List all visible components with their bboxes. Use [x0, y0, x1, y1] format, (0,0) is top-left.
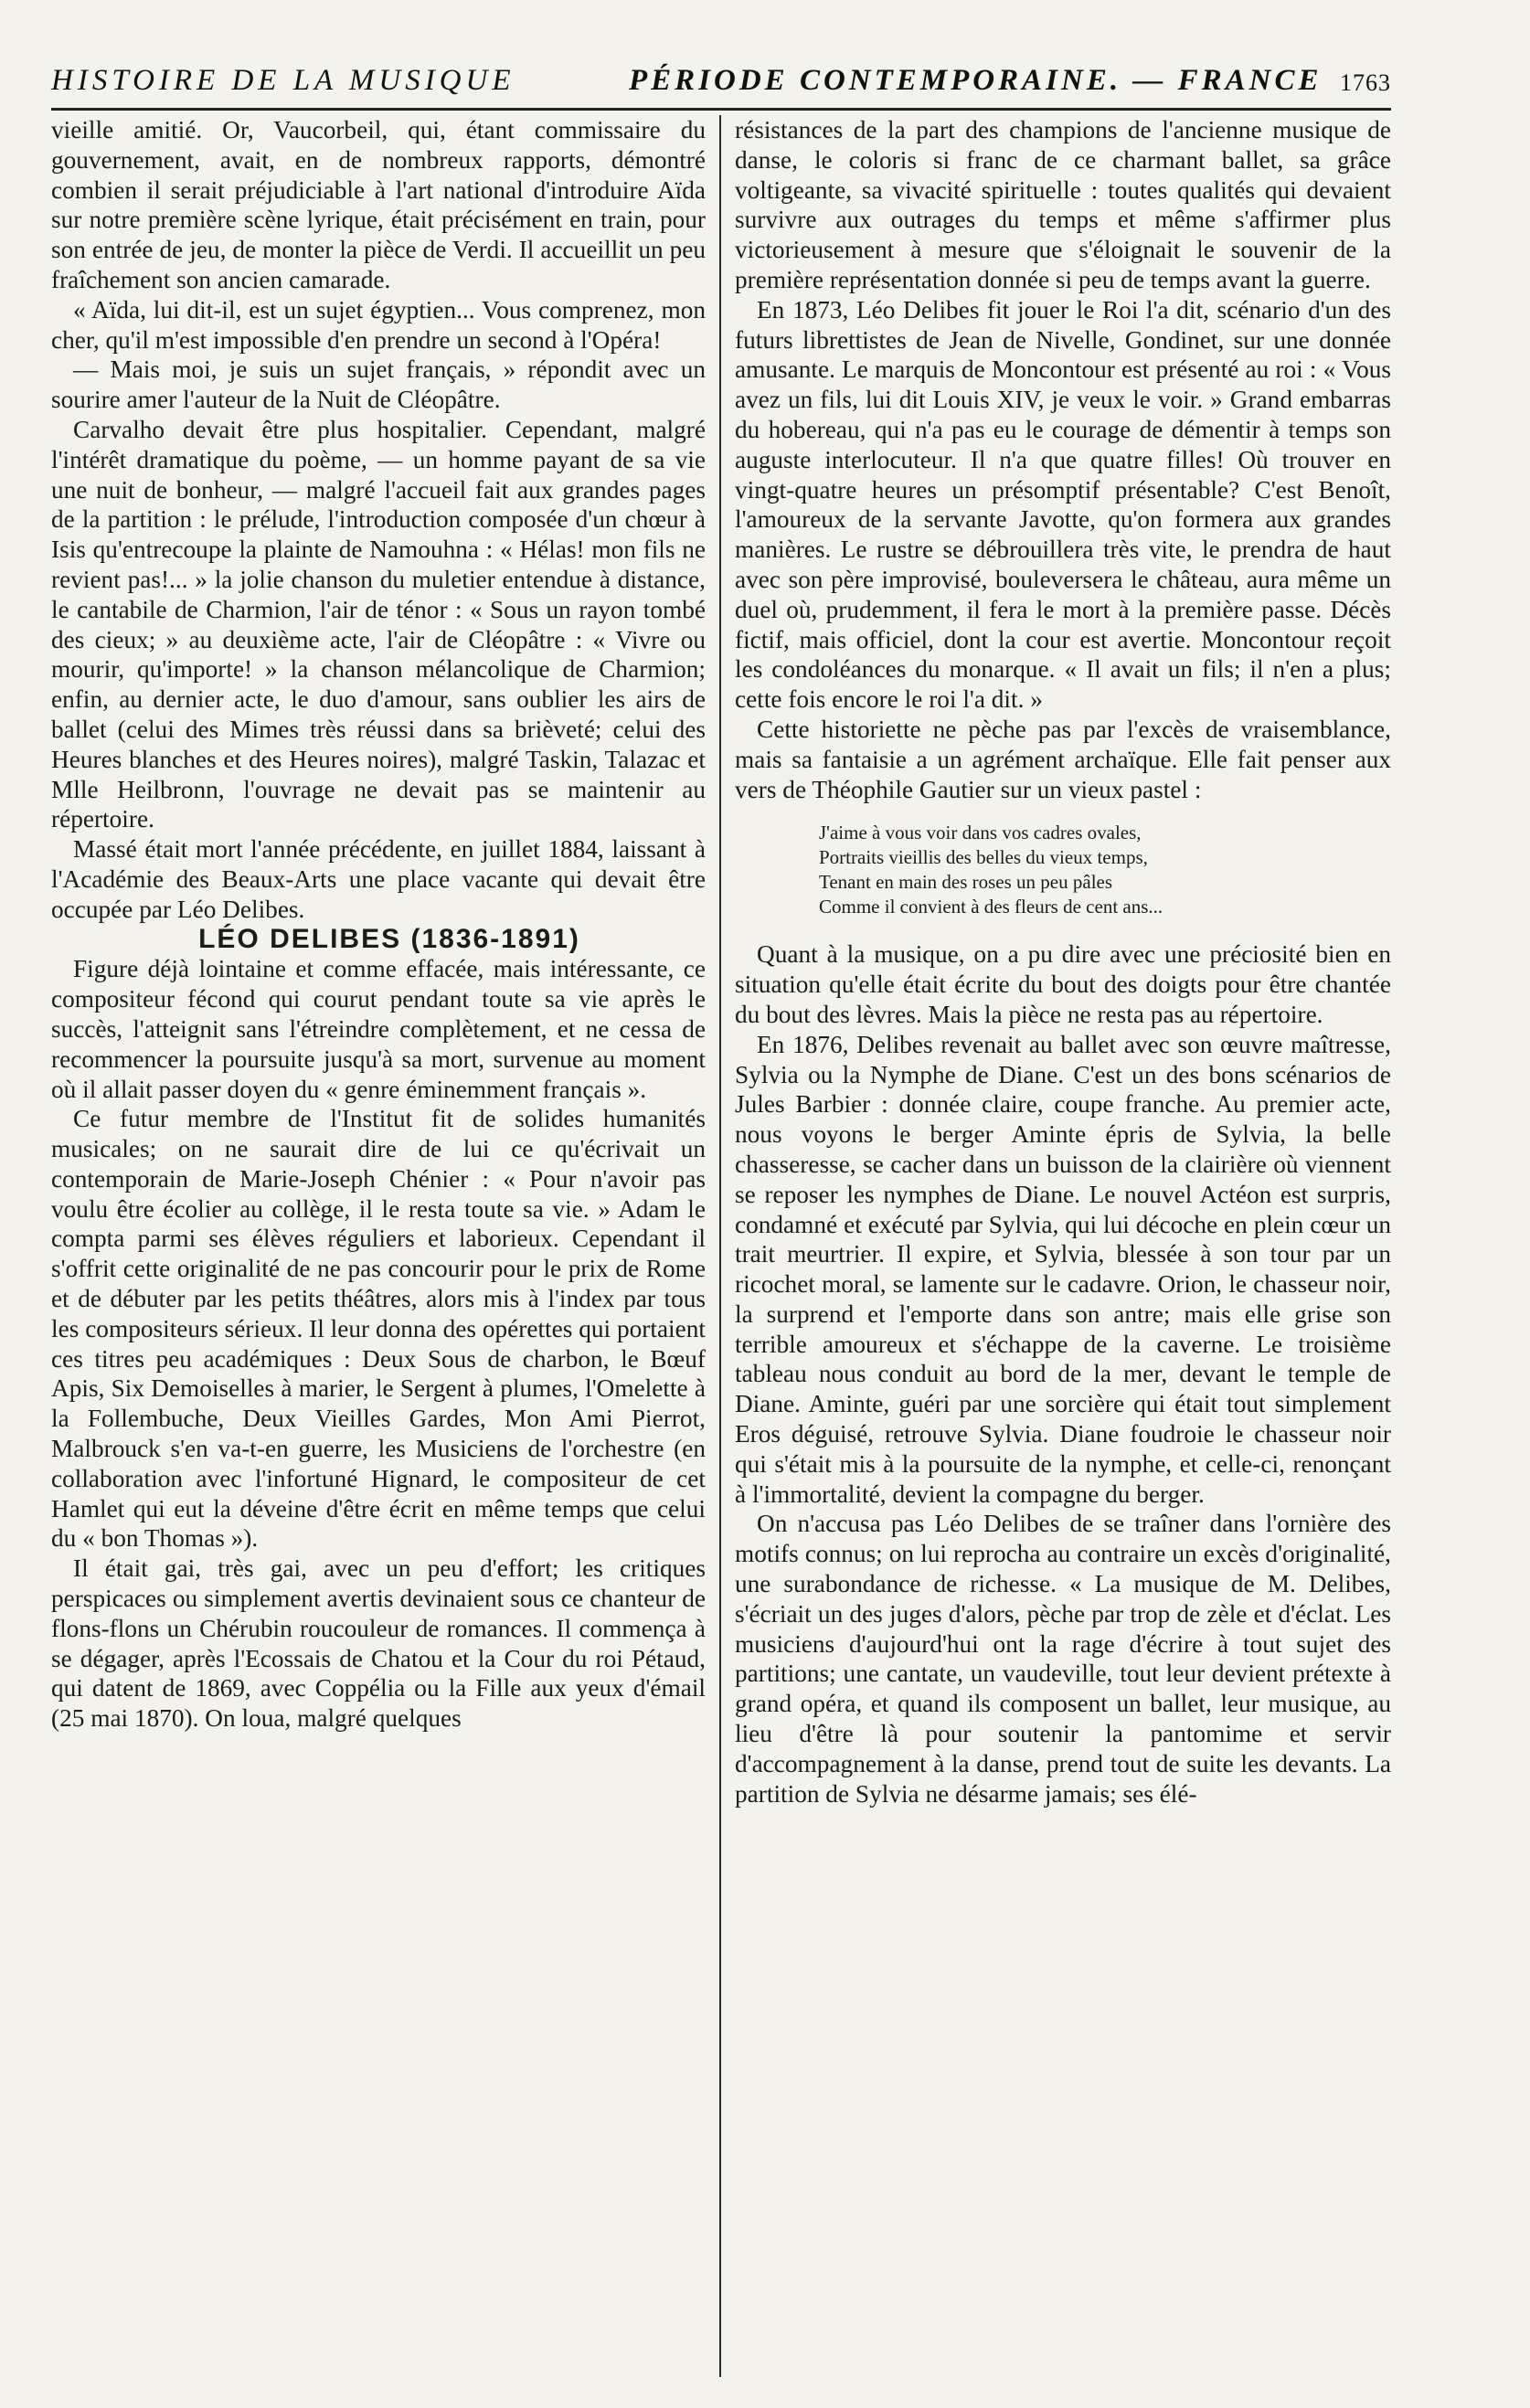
paragraph: « Aïda, lui dit-il, est un sujet égyptien... Vous comprenez, mon cher, qu'il m'est impossible d'en prendre un second à l'Opéra! [51, 295, 706, 354]
paragraph: vieille amitié. Or, Vaucorbeil, qui, étant commissaire du gouvernement, avait, en de nombreux rapports, démontré combien il serait préjudiciable à l'art national d'introduire Aïda sur notre première scène lyrique, était précisément en train, pour son entrée de jeu, de monter la pièce de Verdi. Il accueillit un peu fraîchement son ancien camarade. [51, 116, 706, 293]
paragraph: Massé était mort l'année précédente, en juillet 1884, laissant à l'Académie des Beaux-Arts une place vacante qui devait être occupée par Léo Delibes. [51, 835, 706, 923]
header-rule [51, 108, 1391, 111]
section-heading: LÉO DELIBES (1836-1891) [198, 923, 580, 954]
left-column [51, 115, 706, 1734]
poem-line: Comme il convient à des fleurs de cent ans... [819, 896, 1163, 918]
running-header [51, 64, 1391, 110]
paragraph: Figure déjà lointaine et comme effacée, mais intéressante, ce compositeur fécond qui courut pendant toute sa vie après le succès, l'atteignit sans l'étreindre complètement, et ne cessa de recommencer la poursuite jusqu'à sa mort, survenue au moment où il allait passer doyen du « genre éminemment français ». [51, 955, 706, 1103]
paragraph: Ce futur membre de l'Institut fit de solides humanités musicales; on ne saurait dire de lui ce qu'écrivait un contemporain de Marie-Joseph Chénier : « Pour n'avoir pas voulu être écolier au collège, il le resta toute sa vie. » Adam le compta parmi ses élèves réguliers et laborieux. Cependant il s'offrit cette originalité de ne pas concourir pour le prix de Rome et de débuter par les petits théâtres, alors mis à l'index par tous les compositeurs sérieux. Il leur donna des opérettes qui portaient ces titres peu académiques : Deux Sous de charbon, le Bœuf Apis, Six Demoiselles à marier, le Sergent à plumes, l'Omelette à la Follembuche, Deux Vieilles Gardes, Mon Ami Pierrot, Malbrouck s'en va-t-en guerre, les Musiciens de l'orchestre (en collaboration avec l'infortuné Hignard, le compositeur de cet Hamlet qui eut la déveine d'être écrit en même temps que celui du « bon Thomas »). [51, 1105, 706, 1553]
header-book-title: HISTOIRE DE LA MUSIQUE [51, 64, 515, 97]
column-divider [719, 115, 721, 2377]
paragraph: On n'accusa pas Léo Delibes de se traîner dans l'ornière des motifs connus; on lui reprocha au contraire un excès d'originalité, une surabondance de richesse. « La musique de M. Delibes, s'écriait un des juges d'alors, pèche par trop de zèle et d'éclat. Les musiciens d'aujourd'hui ont la rage d'écrire à tout sujet des partitions; une cantate, un vaudeville, tout leur devient prétexte à grand opéra, et quand ils composent un ballet, leur musique, au lieu d'être là pour soutenir la pantomime et servir d'accompagnement à la danse, prend tout de suite les devants. La partition de Sylvia ne désarme jamais; ses élé- [735, 1510, 1391, 1808]
right-column [735, 115, 1391, 1809]
paragraph: — Mais moi, je suis un sujet français, » répondit avec un sourire amer l'auteur de la Nuit de Cléopâtre. [51, 355, 706, 414]
poem-line: J'aime à vous voir dans vos cadres ovales, [819, 822, 1142, 844]
poem-line: Portraits vieillis des belles du vieux temps, [819, 846, 1148, 869]
header-section-title: PÉRIODE CONTEMPORAINE. — FRANCE [629, 64, 1323, 97]
paragraph: En 1873, Léo Delibes fit jouer le Roi l'a dit, scénario d'un des futurs librettistes de Jean de Nivelle, Gondinet, sur une donnée amusante. Le marquis de Moncontour est présenté au roi : « Vous avez un fils, lui dit Louis XIV, je veux le voir. » Grand embarras du hobereau, qui n'a pas eu le courage de démentir à temps son auguste interlocuteur. Il n'a que quatre filles! Où trouver en vingt-quatre heures un présomptif présentable? C'est Benoît, l'amoureux de la servante Javotte, qu'on formera aux grandes manières. Le rustre se débrouillera très vite, le prendra de haut avec son père improvisé, bouleversera le château, aura même un duel où, prudemment, il fera le mort à la première passe. Décès fictif, mais officiel, dont la cour est avertie. Moncontour reçoit les condoléances du monarque. « Il avait un fils; il n'en a plus; cette fois encore le roi l'a dit. » [735, 295, 1391, 714]
poem-line: Tenant en main des roses un peu pâles [819, 871, 1113, 894]
paragraph: Carvalho devait être plus hospitalier. Cependant, malgré l'intérêt dramatique du poème, — un homme payant de sa vie une nuit de bonheur, — malgré l'accueil fait aux grandes pages de la partition : le prélude, l'introduction composée d'un chœur à Isis qu'entrecoupe la plainte de Namouhna : « Hélas! mon fils ne revient pas!... » la jolie chanson du muletier entendue à distance, le cantabile de Charmion, l'air de ténor : « Sous un rayon tombé des cieux; » au deuxième acte, l'air de Cléopâtre : « Vivre ou mourir, qu'importe! » la chanson mélancolique de Charmion; enfin, au dernier acte, le duo d'amour, sans oublier les airs de ballet (celui des Mimes très réussi dans sa brièveté; celui des Heures blanches et des Heures noires), malgré Taskin, Talazac et Mlle Heilbronn, l'ouvrage ne devait pas se maintenir au répertoire. [51, 415, 706, 833]
paragraph: En 1876, Delibes revenait au ballet avec son œuvre maîtresse, Sylvia ou la Nymphe de Diane. C'est un des bons scénarios de Jules Barbier : donnée claire, coupe franche. Au premier acte, nous voyons le berger Aminte épris de Sylvia, la belle chasseresse, se cacher dans un buisson de la clairière où viennent se reposer les nymphes de Diane. Le nouvel Actéon est surpris, condamné et exécuté par Sylvia, qui lui décoche en plein cœur un trait meurtrier. Il expire, et Sylvia, blessée à son tour par un ricochet moral, se lamente sur le cadavre. Orion, le chasseur noir, la surprend et l'emporte dans son antre; mais elle grise son terrible amoureux et s'échappe de la caverne. Le troisième tableau nous conduit au bord de la mer, devant le temple de Diane. Aminte, guéri par une sorcière qui était tout simplement Eros déguisé, retrouve Sylvia. Diane foudroie le chasseur noir qui s'était mis à la poursuite de la nymphe, et celle-ci, renonçant à l'immortalité, devient la compagne du berger. [735, 1030, 1391, 1508]
poem-quote [819, 821, 1391, 919]
paragraph: résistances de la part des champions de l'ancienne musique de danse, le coloris si franc de ce charmant ballet, sa grâce voltigeante, sa vivacité spirituelle : toutes qualités qui devaient survivre aux outrages du temps et même s'affirmer plus victorieusement à mesure que s'éloignait le souvenir de la première représentation donnée si peu de temps avant la guerre. [735, 116, 1391, 293]
paragraph: Quant à la musique, on a pu dire avec une préciosité bien en situation qu'elle était écrite du bout des doigts pour être chantée du bout des lèvres. Mais la pièce ne resta pas au répertoire. [735, 940, 1391, 1028]
paragraph: Cette historiette ne pèche pas par l'excès de vraisemblance, mais sa fantaisie a un agrément archaïque. Elle fait penser aux vers de Théophile Gautier sur un vieux pastel : [735, 715, 1391, 803]
paragraph: Il était gai, très gai, avec un peu d'effort; les critiques perspicaces ou simplement avertis devinaient sous ce chanteur de flons-flons un Chérubin roucouleur de romances. Il commença à se dégager, après l'Ecossais de Chatou et la Cour du roi Pétaud, qui datent de 1869, avec Coppélia ou la Fille aux yeux d'émail (25 mai 1870). On loua, malgré quelques [51, 1554, 706, 1733]
page-number: 1763 [1340, 69, 1391, 96]
